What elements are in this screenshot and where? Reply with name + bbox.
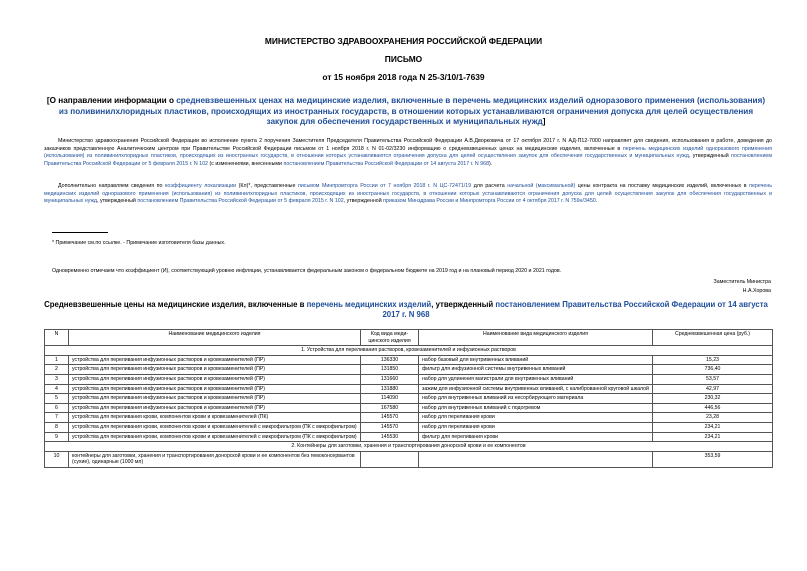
- col-header-price: Средневзвешенная цена (руб.): [653, 330, 773, 346]
- table-row: 3 устройства для переливания инфузионных растворов и кровезаменителей (ПР) 131660 набор для удлинения магистрали для внутривенных вливаний 53,57: [45, 374, 773, 384]
- col-header-kind: Наименование вида медицинского изделия: [419, 330, 653, 346]
- para1-link-decree-968[interactable]: постановлением Правительства Российской Федерации от 14 августа 2017 г. N 968: [283, 160, 490, 167]
- para1-link-decree-102[interactable]: постановлением Правительства Российской Федерации от 5 февраля 2015 г. N 102: [44, 153, 772, 167]
- col-header-n: N: [45, 330, 69, 346]
- table-title-link-list[interactable]: перечень медицинских изделий: [306, 300, 432, 309]
- table-row: 10 контейнеры для заготовки, хранения и транспортирования донорской крови и ее компонентов без гемоконсервантов (сухие), одинарные (1000 мл) 353,59: [45, 451, 773, 467]
- para2-link-letter[interactable]: письмом Минпромторга России от 7 ноября 2018 г. N ЦС-72471/19: [297, 183, 472, 189]
- paragraph-2: Дополнительно направляем сведения по коэффициенту локализации (Кл)*, представленные письмом Минпромторга России от 7 ноября 2018 г. N ЦС-72471/19 для расчета начальной (максимальной) цены контракта на поставку медицинских изделий, включенных в перечень медицинских изделий одноразового применения (использования) из поливинилхлоридных пластиков, происходящих из иностранных государств, в отношении которых устанавливаются ограничения допуска для целей осуществления закупок для обеспечения государственных и муниципальных нужд, утвержденный постановлением Правительства Российской Федерации от 5 февраля 2015 г. N 102, утвержденной приказом Минздрава России и Минпромторга России от 4 октября 2017 г. N 759н/3450.: [44, 183, 772, 205]
- para2-link-coefficient[interactable]: коэффициенту локализации: [165, 183, 237, 189]
- section-row: 1. Устройства для переливания растворов, кровезаменителей и инфузионных растворов: [45, 346, 773, 356]
- col-header-name: Наименование медицинского изделия: [69, 330, 361, 346]
- table-header-row: [45, 330, 773, 346]
- doc-type-heading: ПИСЬМО: [384, 54, 423, 64]
- table-row: 1 устройства для переливания инфузионных растворов и кровезаменителей (ПР) 136330 набор базовый для внутривенных вливаний 15,23: [45, 355, 773, 365]
- para1-link-list[interactable]: перечень медицинских изделий одноразового применения (использования) из поливинилхлоридных пластиков, происходящих из иностранных государств, в отношении которых устанавливаются ограничения допуска для целей осуществления закупок для обеспечения государственных и муниципальных нужд: [44, 145, 773, 160]
- footnote: * Примечание см.по ссылке. - Примечание изготовителя базы данных.: [52, 240, 226, 246]
- table-row: 2 устройства для переливания инфузионных растворов и кровезаменителей (ПР) 131850 фильтр для инфузионной системы внутривенных вливаний 736,40: [45, 365, 773, 375]
- footnote-divider: [52, 232, 108, 233]
- table-title: Средневзвешенные цены на медицинские изделия, включенные в перечень медицинских изделий, утвержденный постановлением Правительства Российской Федерации от 14 августа 2017 г. N 968: [44, 300, 768, 320]
- paragraph-1: Министерство здравоохранения Российской Федерации во исполнение пункта 2 поручения Заместителя Председателя Правительства Российской Федерации А.В.Дворковича от 17 октября 2017 г. N АД-П12-7000 направляет для сведения, использования в работе, доведения до заказчиков представленную Аналитическим центром при Правительстве Российской Федерации письмом от 1 ноября 2018 г. N 01-02/3230 информацию о средневзвешенных ценах на медицинские изделия, включенные в перечень медицинских изделий одноразового применения (использования) из поливинилхлоридных пластиков, происходящих из иностранных государств, в отношении которых устанавливаются ограничения допуска для целей осуществления закупок для обеспечения государственных и муниципальных нужд, утвержденный постановлением Правительства Российской Федерации от 5 февраля 2015 г. N 102 (с изменениями, внесенными постановлением Правительства Российской Федерации от 14 августа 2017 г. N 968).: [44, 138, 773, 167]
- para2-link-decree-102[interactable]: постановлением Правительства Российской Федерации от 5 февраля 2015 г. N 102: [137, 198, 344, 205]
- date-number-heading: от 15 ноября 2018 года N 25-3/10/1-7639: [322, 72, 485, 82]
- title-link[interactable]: средневзвешенных ценах на медицинские изделия, включенные в перечень медицинских изделий одноразового применения (использования) из поливинилхлоридных пластиков, происходящих из иностранных государств, в отношении которых устанавливаются ограничения допуска для целей осуществления закупок для обеспечения государственных и муниципальных нужд: [58, 96, 766, 127]
- ministry-heading: МИНИСТЕРСТВО ЗДРАВООХРАНЕНИЯ РОССИЙСКОЙ ФЕДЕРАЦИИ: [264, 36, 543, 46]
- price-table: [44, 329, 773, 468]
- letter-title: [О направлении информации о средневзвешенных ценах на медицинские изделия, включенные в перечень медицинских изделий одноразового применения (использования) из поливинилхлоридных пластиков, происходящих из иностранных государств, в отношении которых устанавливаются ограничения допуска для целей осуществления закупок для обеспечения государственных и муниципальных нужд]: [46, 96, 766, 127]
- para2-link-initial-price[interactable]: начальной (максимальной): [507, 183, 576, 189]
- table-row: 9 устройства для переливания крови, компонентов крови и кровезаменителей с микрофильтром (ПК с микрофильтром) 145530 фильтр для переливания крови 234,21: [45, 432, 773, 442]
- table-row: 5 устройства для переливания инфузионных растворов и кровезаменителей (ПР) 114090 набор для внутривенных вливаний из несорбирующего материала 230,32: [45, 394, 773, 404]
- table-row: 4 устройства для переливания инфузионных растворов и кровезаменителей (ПР) 131880 зажим для инфузионной системы внутривенных вливаний, с калиброванной круговой шкалой 42,97: [45, 384, 773, 394]
- col-header-code: Код вида меди-цинского изделия: [361, 330, 419, 346]
- signature-name: Н.А.Хорова: [742, 288, 771, 294]
- inflation-note: Одновременно отмечаем что коэффициент (И), соответствующий уровню инфляции, устанавливается федеральным законом о федеральном бюджете на 2019 год и на плановый период 2020 и 2021 годов.: [52, 268, 562, 274]
- table-row: 6 устройства для переливания инфузионных растворов и кровезаменителей (ПР) 167580 набор для внутривенных вливаний с подогревом 446,56: [45, 403, 773, 413]
- section-row: 2. Контейнеры для заготовки, хранения и транспортирования донорской крови и ее компонентов: [45, 442, 773, 452]
- para2-link-list[interactable]: перечень медицинских изделий одноразового применения (использования) из поливинилхлоридных пластиков, происходящих из иностранных государств, в отношении которых устанавливаются ограничения допуска для целей осуществления закупок для обеспечения государственных и муниципальных нужд: [44, 183, 772, 205]
- table-row: 8 устройства для переливания крови, компонентов крови и кровезаменителей с микрофильтром (ПК с микрофильтром) 145570 набор для переливания крови 234,21: [45, 422, 773, 432]
- para2-link-order[interactable]: приказом Минздрава России и Минпромторга России от 4 октября 2017 г. N 759н/3450: [383, 198, 596, 205]
- table-title-link-decree[interactable]: постановлением Правительства Российской Федерации от 14 августа 2017 г. N 968: [382, 300, 768, 320]
- signature-position: Заместитель Министра: [713, 279, 771, 285]
- table-row: 7 устройства для переливания крови, компонентов крови и кровезаменителей (ПК) 145570 набор для переливания крови 23,28: [45, 413, 773, 423]
